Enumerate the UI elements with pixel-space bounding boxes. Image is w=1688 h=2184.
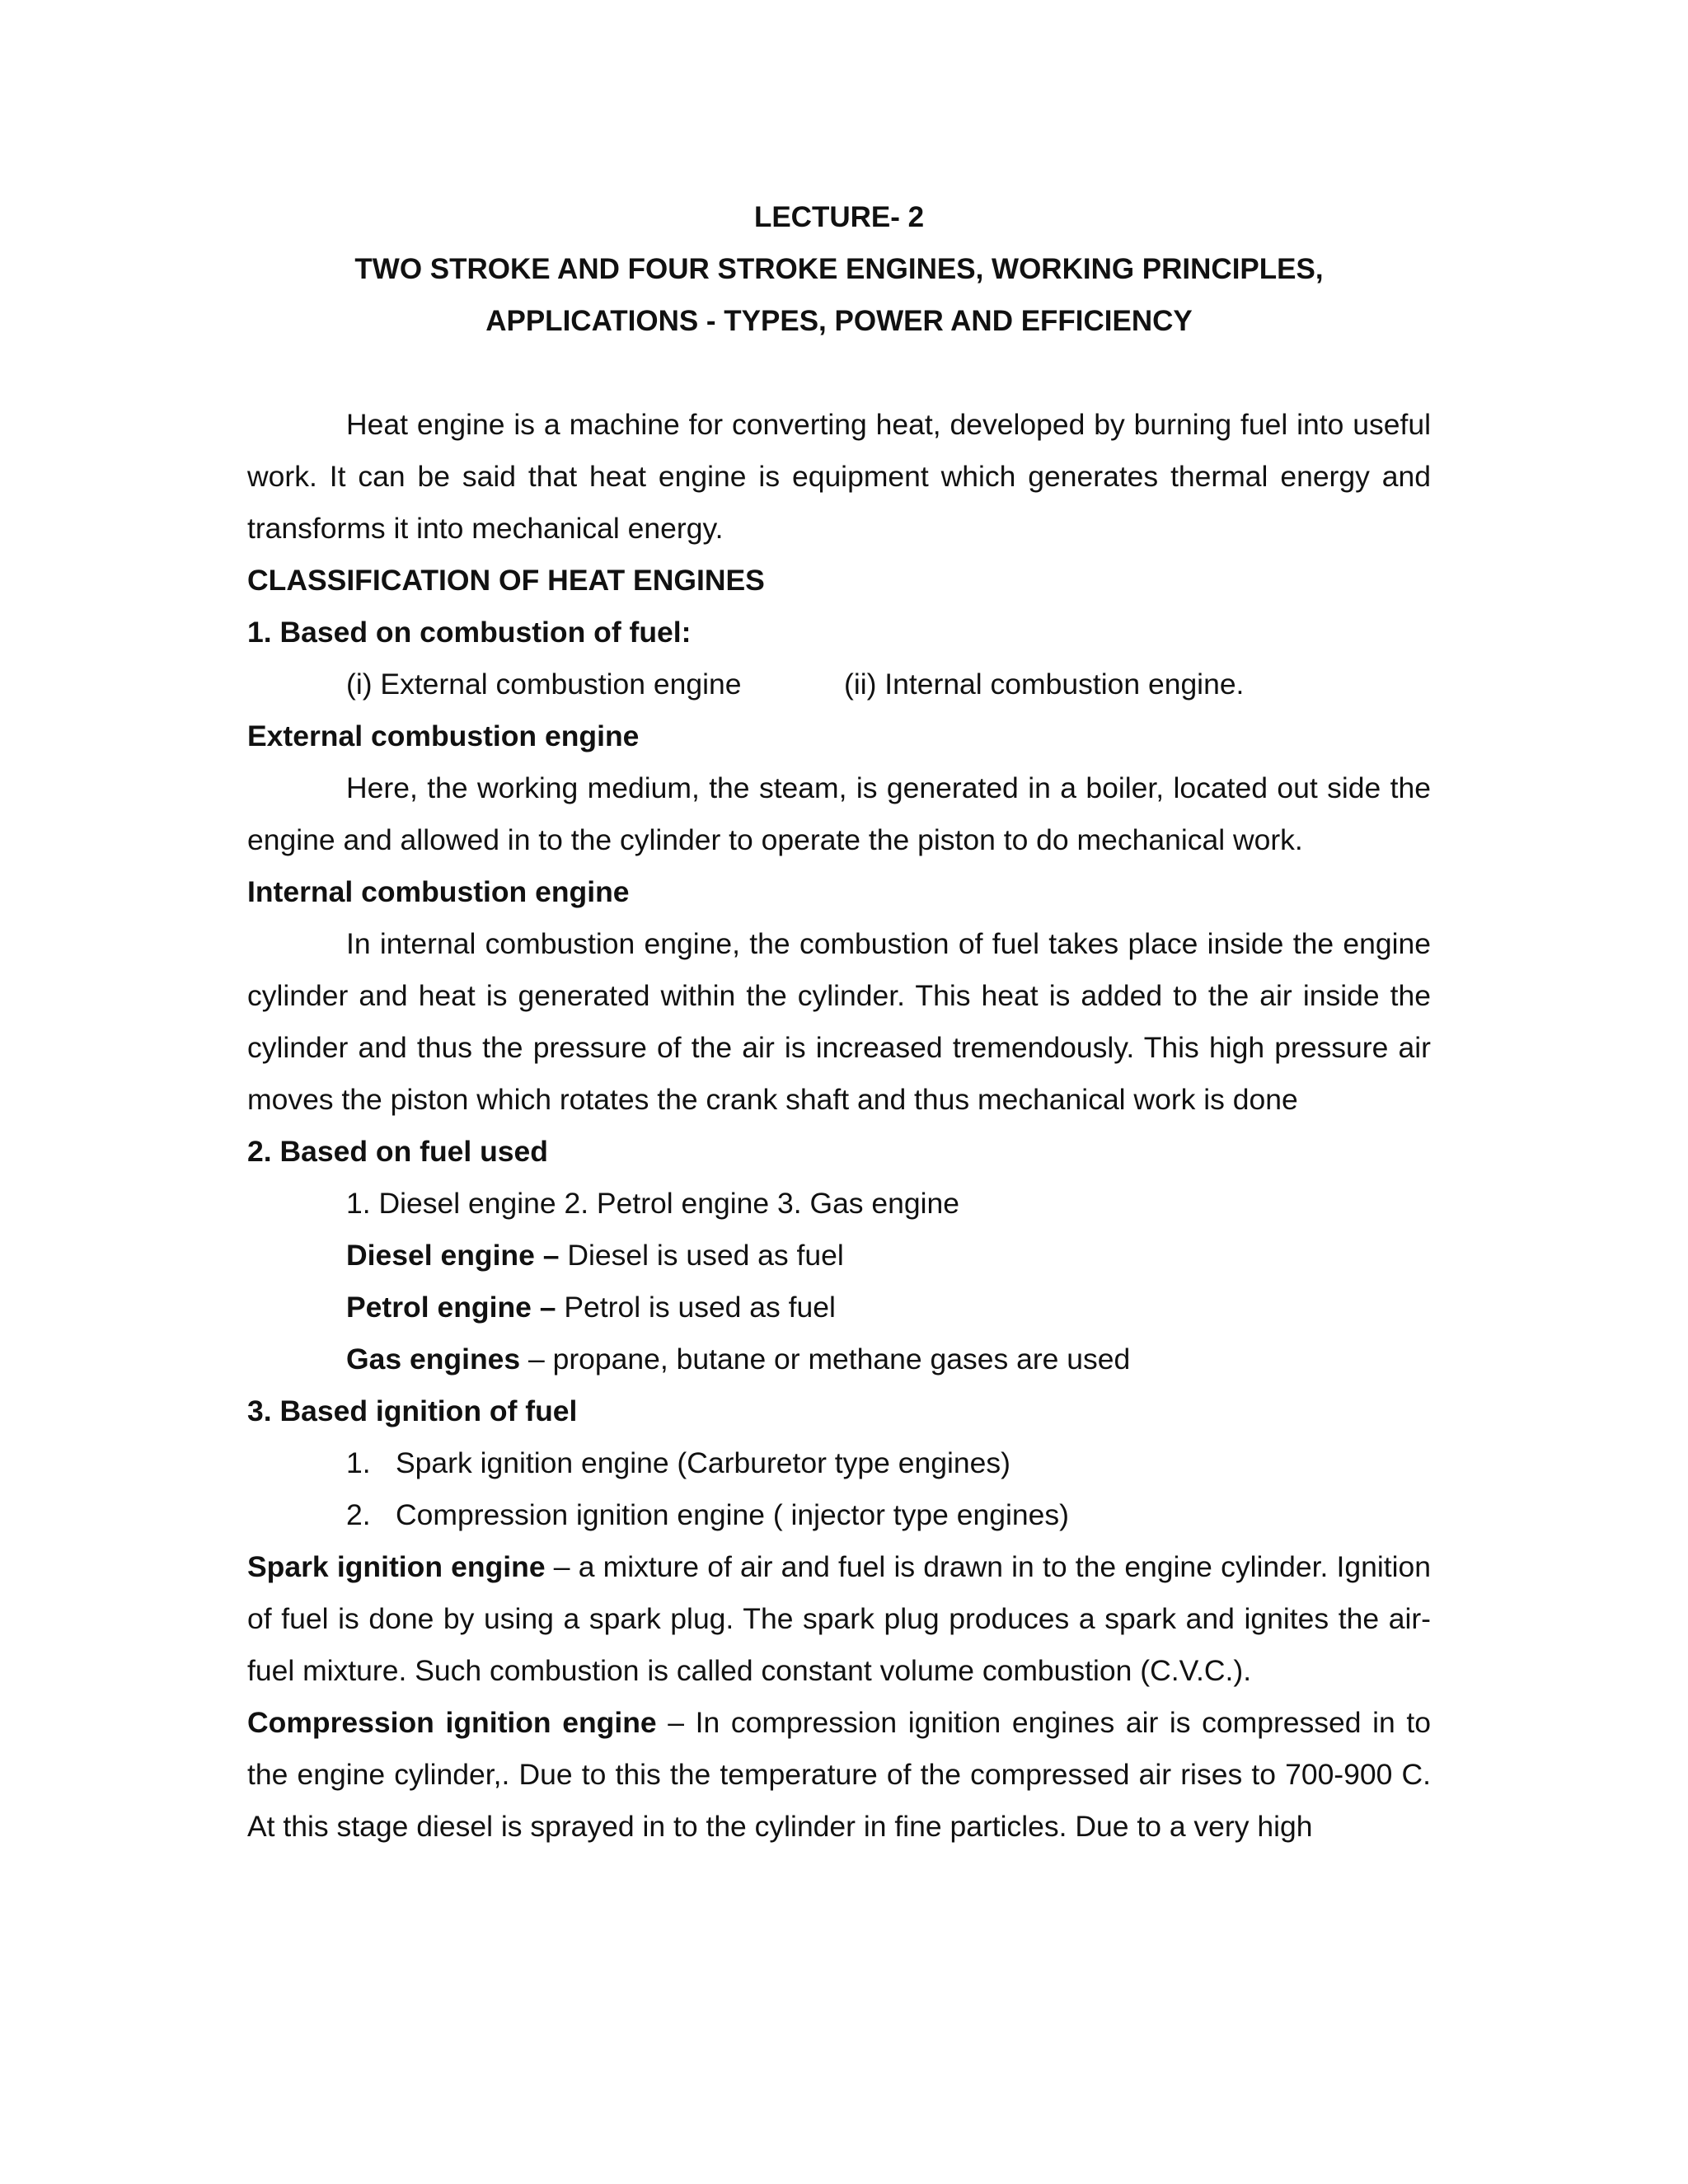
internal-combustion-paragraph: In internal combustion engine, the combustion of fuel takes place inside the engine cylinder and heat is generated within the cylinder. This heat is added to the air inside the cylinder and thus the pressure of the air is increased tremendously. This high pressure air moves the piston which rotates the crank shaft and thus mechanical work is done xyxy=(247,927,1431,1116)
lecture-title-line-1: TWO STROKE AND FOUR STROKE ENGINES, WORKING PRINCIPLES, xyxy=(354,253,1324,285)
option-external: (i) External combustion engine xyxy=(346,668,742,701)
diesel-engine-text: Diesel is used as fuel xyxy=(559,1239,844,1272)
section-3-heading: 3. Based ignition of fuel xyxy=(247,1394,578,1427)
internal-combustion-heading: Internal combustion engine xyxy=(247,875,630,908)
petrol-engine-text: Petrol is used as fuel xyxy=(556,1291,836,1324)
external-combustion-paragraph: Here, the working medium, the steam, is generated in a boiler, located out side the engine and allowed in to the cylinder to operate the piston to do mechanical work. xyxy=(247,771,1431,856)
gas-engine-label: Gas engines xyxy=(346,1343,521,1376)
intro-paragraph: Heat engine is a machine for converting heat, developed by burning fuel into useful work. It can be said that heat engine is equipment which generates thermal energy and transforms it into mechanical energy. xyxy=(247,408,1431,545)
lecture-number: LECTURE- 2 xyxy=(753,201,925,233)
lecture-header xyxy=(247,191,1431,347)
list-item-text: Spark ignition engine (Carburetor type engines) xyxy=(396,1446,1010,1479)
combustion-options xyxy=(247,658,1431,710)
petrol-engine-line xyxy=(247,1282,1431,1333)
document-body xyxy=(247,191,1431,1853)
lecture-title-line-2: APPLICATIONS - TYPES, POWER AND EFFICIENCY xyxy=(485,305,1193,337)
spark-ignition-text: – a mixture of air and fuel is drawn in to the engine cylinder. Ignition of fuel is done by using a spark plug. The spark plug produces a spark and ignites the air- fuel mixture. Such combustion is called constant volume combustion (C.V.C.). xyxy=(247,1550,1431,1687)
gas-engine-text: – propane, butane or methane gases are used xyxy=(520,1343,1131,1376)
petrol-engine-label: Petrol engine – xyxy=(346,1291,556,1324)
list-item-number: 1. xyxy=(346,1446,371,1479)
list-item-text: Compression ignition engine ( injector type engines) xyxy=(396,1498,1069,1531)
spark-ignition-paragraph xyxy=(247,1541,1431,1697)
diesel-engine-label: Diesel engine – xyxy=(346,1239,560,1272)
external-combustion-heading: External combustion engine xyxy=(247,719,640,752)
option-internal: (ii) Internal combustion engine. xyxy=(844,668,1245,701)
compression-ignition-label: Compression ignition engine xyxy=(247,1706,657,1739)
list-item xyxy=(247,1437,1431,1489)
compression-ignition-paragraph xyxy=(247,1697,1431,1853)
spark-ignition-label: Spark ignition engine xyxy=(247,1550,546,1583)
fuel-types-list: 1. Diesel engine 2. Petrol engine 3. Gas engine xyxy=(346,1187,960,1220)
list-item xyxy=(247,1489,1431,1541)
classification-heading: CLASSIFICATION OF HEAT ENGINES xyxy=(247,564,765,597)
diesel-engine-line xyxy=(247,1230,1431,1282)
gas-engine-line xyxy=(247,1333,1431,1385)
section-1-heading: 1. Based on combustion of fuel: xyxy=(247,616,692,649)
list-item-number: 2. xyxy=(346,1498,371,1531)
compression-ignition-text: – In compression ignition engines air is compressed in to the engine cylinder,. Due to this the temperature of the compressed air rises to 700-900 C. At this stage diesel is sprayed in to the cylinder in fine particles. Due to a very high xyxy=(247,1706,1431,1843)
section-2-heading: 2. Based on fuel used xyxy=(247,1135,548,1168)
